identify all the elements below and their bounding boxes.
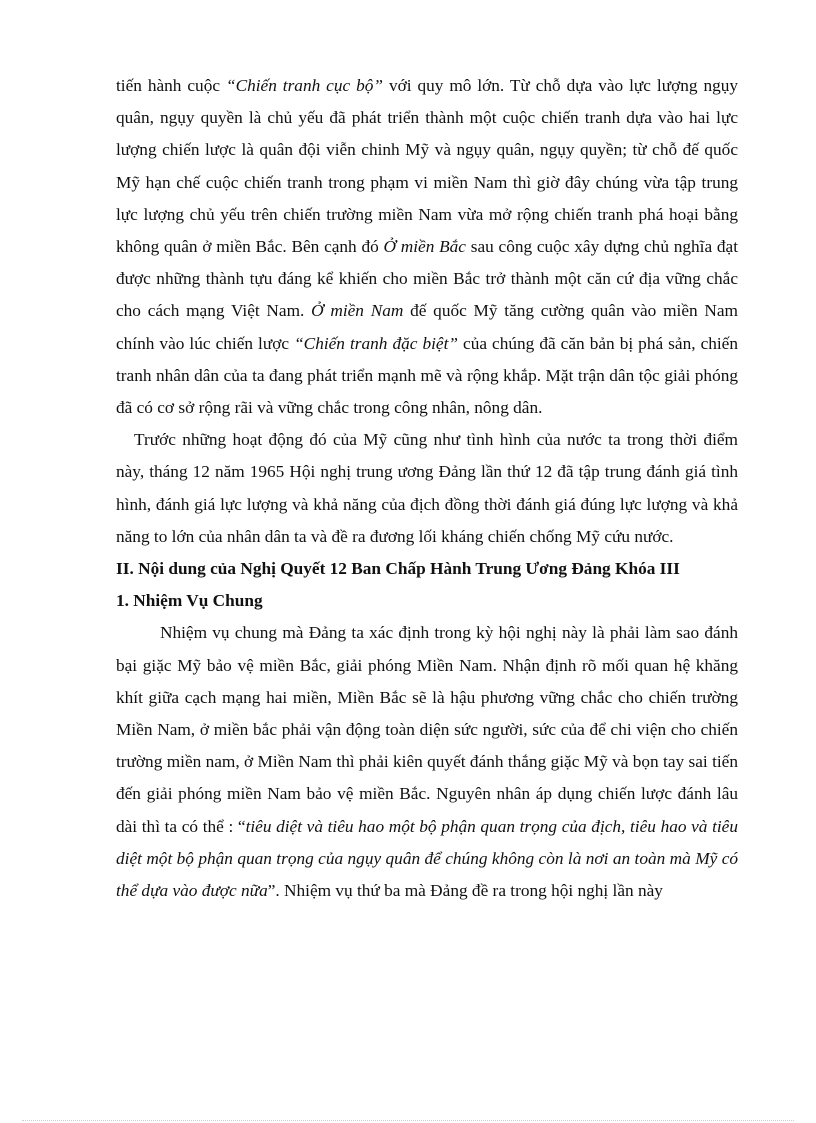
subsection-heading: 1. Nhiệm Vụ Chung [116,591,263,611]
text-run: của chúng đã căn bản bị phá sản, chiến tranh nhân dân của ta đang phát triển mạnh mẽ và rộng khắp. Mặt trận dân tộc giải phóng đã có cơ sở rộng rãi và vững chắc trong công nhân, nông dân. [116,333,738,418]
text-run: Trước những hoạt động đó của Mỹ cũng như tình hình của nước ta trong thời điểm này, tháng 12 năm 1965 Hội nghị trung ương Đảng lần thứ 12 đã tập trung đánh giá tình hình, đánh giá lực lượng và khả năng của địch đồng thời đánh giá đúng lực lượng và khả năng to lớn của nhân dân ta và đề ra đương lối kháng chiến chống Mỹ cứu nước. [116,430,738,546]
text-run: ”. Nhiệm vụ thứ ba mà Đảng đề ra trong hội nghị lần này [267,881,663,901]
italic-text-run: “Chiến tranh đặc biệt” [294,333,458,353]
section-heading: II. Nội dung của Nghị Quyết 12 Ban Chấp Hành Trung Ương Đảng Khóa III [116,559,680,579]
paragraph-3 [116,617,738,907]
document-body [116,70,738,907]
text-run: với quy mô lớn. Từ chỗ dựa vào lực lượng ngụy quân, ngụy quyền là chủ yếu đã phát triển thành một cuộc chiến tranh dựa vào hai lực lượng chiến lược là quân đội viễn chinh Mỹ và ngụy quân, ngụy quyền; từ chỗ đế quốc Mỹ hạn chế cuộc chiến tranh trong phạm vi miền Nam thì giờ đây chúng vừa tập trung lực lượng chủ yếu trên chiến trường miền Nam vừa mở rộng chiến tranh phá hoại bằng không quân ở miền Bắc. Bên cạnh đó [116,76,739,257]
italic-text-run: Ở miền Bắc [383,237,466,257]
italic-text-run: “Chiến tranh cục bộ” [225,76,383,95]
text-run: tiến hành cuộc [116,76,226,95]
text-run: Nhiệm vụ chung mà Đảng ta xác định trong kỳ hội nghị này là phải làm sao đánh bại giặc Mỹ bảo vệ miền Bắc, giải phóng Miền Nam. Nhận định rõ mối quan hệ khăng khít giữa cạch mạng hai miền, Miền Bắc sẽ là hậu phương vững chắc cho chiến trường Miền Nam, ở miền bắc phải vận động toàn diện sức người, sức của để chi viện cho chiến trường miền nam, ở Miền Nam thì phải kiên quyết đánh thắng giặc Mỹ và bọn tay sai tiến đến giải phóng miền Nam bảo vệ miền Bắc. Nguyên nhân áp dụng chiến lược đánh lâu dài thì ta có thể : “ [116,623,738,836]
italic-text-run: Ở miền Nam [311,301,404,321]
text-run: đế quốc Mỹ tăng cường quân vào miền Nam chính vào lúc chiến lược [116,301,738,353]
page-bottom-divider [22,1120,794,1121]
italic-text-run: tiêu diệt và tiêu hao một bộ phận quan trọng của địch, tiêu hao và tiêu diệt một bộ phận quan trọng của ngụy quân để chúng không còn là nơi an toàn mà Mỹ có thể dựa vào được nữa [116,816,738,901]
text-run: sau công cuộc xây dựng chủ nghĩa đạt được những thành tựu đáng kể khiến cho miền Bắc trở thành một căn cứ địa vững chắc cho cách mạng Việt Nam. [116,237,738,321]
paragraph-2 [116,424,738,553]
paragraph-1 [116,70,738,424]
